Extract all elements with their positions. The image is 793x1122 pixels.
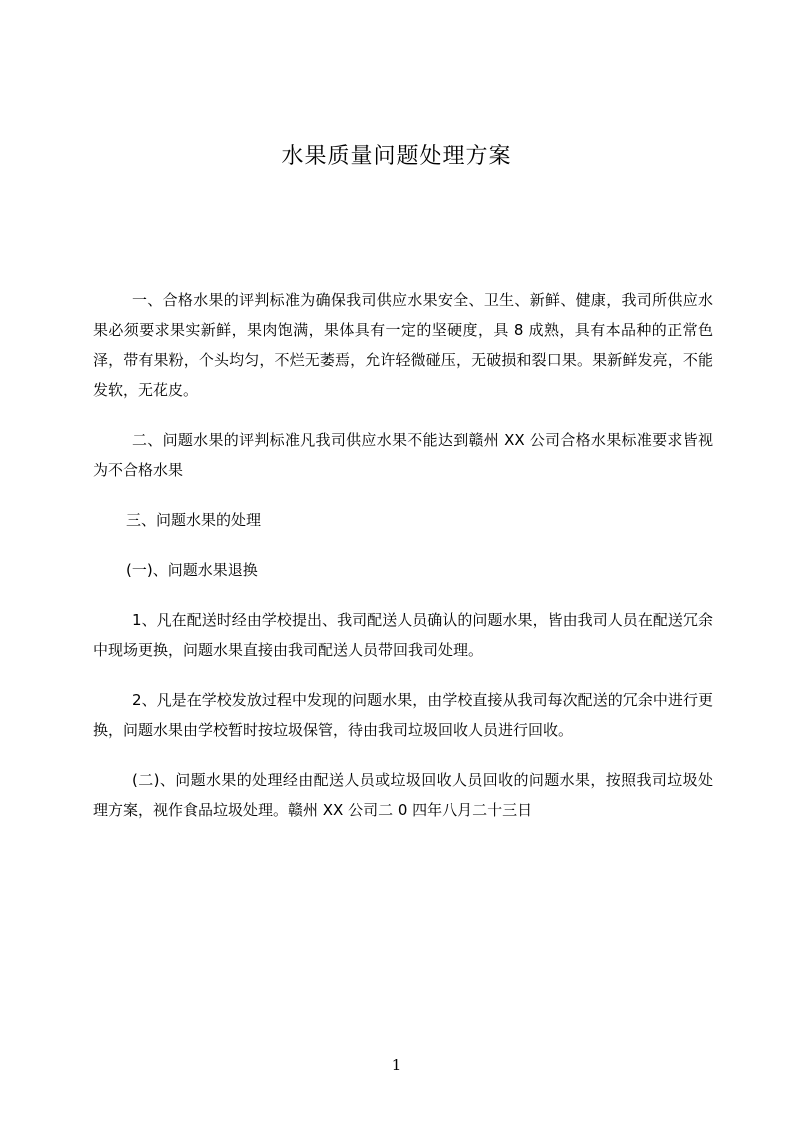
paragraph-item-one: 1、凡在配送时经由学校提出、我司配送人员确认的问题水果，皆由我司人员在配送冗余中现场更换，问题水果直接由我司配送人员带回我司处理。 xyxy=(93,611,713,659)
paragraph-qualified-standard: 一、合格水果的评判标准为确保我司供应水果安全、卫生、新鲜、健康，我司所供应水果必须要求果实新鲜，果肉饱满，果体具有一定的坚硬度，具 8 成熟，具有本品种的正常色泽，带有果粉，个头均匀，不烂无萎焉，允许轻微碰压，无破损和裂口果。果新鲜发亮，不能发软，无花皮。 xyxy=(93,291,713,399)
paragraph-subsection-disposal: (二)、问题水果的处理经由配送人员或垃圾回收人员回收的问题水果，按照我司垃圾处理方案，视作食品垃圾处理。赣州 XX 公司二 0 四年八月二十三日 xyxy=(93,771,713,819)
paragraph-item-two: 2、凡是在学校发放过程中发现的问题水果，由学校直接从我司每次配送的冗余中进行更换，问题水果由学校暂时按垃圾保管，待由我司垃圾回收人员进行回收。 xyxy=(93,691,713,739)
page-number: 1 xyxy=(391,1056,402,1074)
document-body xyxy=(93,285,713,845)
paragraph-problem-standard: 二、问题水果的评判标准凡我司供应水果不能达到赣州 XX 公司合格水果标准要求皆视为不合格水果 xyxy=(93,431,713,479)
paragraph-subsection-exchange: (一)、问题水果退换 xyxy=(126,561,258,579)
document-title: 水果质量问题处理方案 xyxy=(281,144,512,169)
paragraph-section-three: 三、问题水果的处理 xyxy=(126,511,262,529)
